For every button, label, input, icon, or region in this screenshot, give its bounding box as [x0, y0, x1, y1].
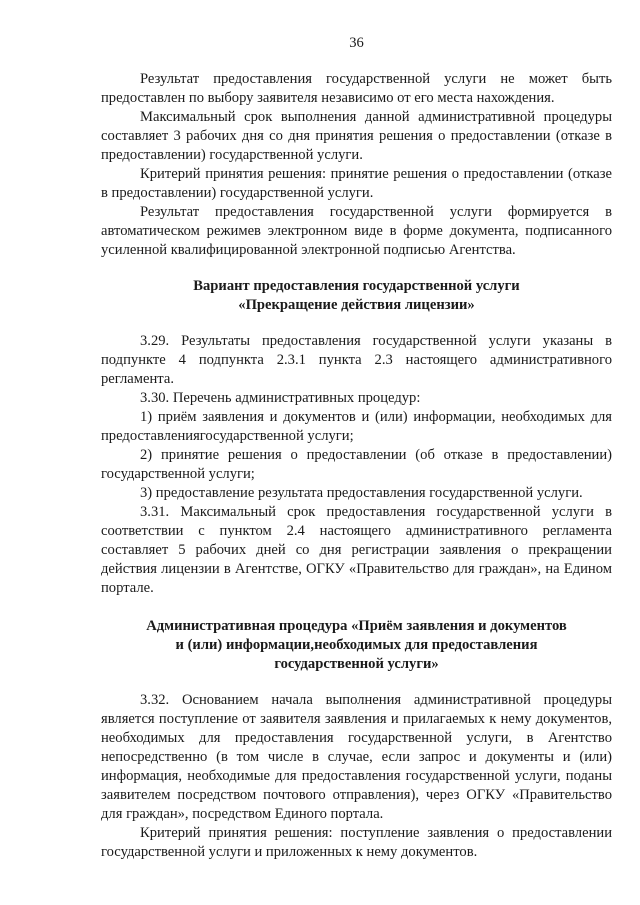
heading-line: государственной услуги» — [274, 656, 439, 672]
list-item-1: 1) приём заявления и документов и (или) информации, необходимых для предоставлениягосударственной услуги; — [101, 409, 612, 444]
paragraph-result-format: Результат предоставления государственной услуги формируется в автоматическом режимев электронном виде в форме документа, подписанного усиленной квалифицированной электронной подписью Агентства. — [101, 204, 612, 258]
paragraph-result-location: Результат предоставления государственной услуги не может быть предоставлен по выбору заявителя независимо от его места нахождения. — [101, 71, 612, 106]
heading-line: и (или) информации,необходимых для предоставления — [175, 637, 538, 653]
paragraph-3-30: 3.30. Перечень административных процедур: — [140, 390, 421, 406]
section-heading-procedure — [101, 617, 612, 674]
paragraph-decision-criterion-2: Критерий принятия решения: поступление заявления о предоставлении государственной услуги и приложенных к нему документов. — [101, 825, 612, 860]
heading-line: Вариант предоставления государственной услуги — [193, 278, 520, 294]
paragraph-decision-criterion: Критерий принятия решения: принятие решения о предоставлении (отказе в предоставлении) государственной услуги. — [101, 166, 612, 201]
list-item-3: 3) предоставление результата предоставления государственной услуги. — [140, 485, 583, 501]
heading-line: «Прекращение действия лицензии» — [238, 297, 475, 313]
section-heading-license-termination — [101, 277, 612, 315]
paragraph-3-32: 3.32. Основанием начала выполнения административной процедуры является поступление от заявителя заявления и прилагаемых к нему документов, необходимых для предоставления государственной услуги, в Агентство непосредственно (в том числе в случае, если запрос и документы и (или) информация, необходимые для предоставления государственной услуги, поданы заявителем посредством почтового отправления), через ОГКУ «Правительство для граждан», посредством Единого портала. — [101, 692, 612, 822]
paragraph-max-term: Максимальный срок выполнения данной административной процедуры составляет 3 рабочих дня со дня принятия решения о предоставлении (отказе в предоставлении) государственной услуги. — [101, 109, 612, 163]
list-item-2: 2) принятие решения о предоставлении (об отказе в предоставлении) государственной услуги; — [101, 447, 612, 482]
paragraph-3-31: 3.31. Максимальный срок предоставления государственной услуги в соответствии с пунктом 2.4 настоящего административного регламента составляет 5 рабочих дней со дня регистрации заявления о прекращении действия лицензии в Агентстве, ОГКУ «Правительство для граждан», на Едином портале. — [101, 504, 612, 596]
paragraph-3-29: 3.29. Результаты предоставления государственной услуги указаны в подпункте 4 подпункта 2.3.1 пункта 2.3 настоящего административного регламента. — [101, 333, 612, 387]
page-number: 36 — [349, 35, 364, 51]
heading-line: Административная процедура «Приём заявления и документов — [146, 618, 567, 634]
